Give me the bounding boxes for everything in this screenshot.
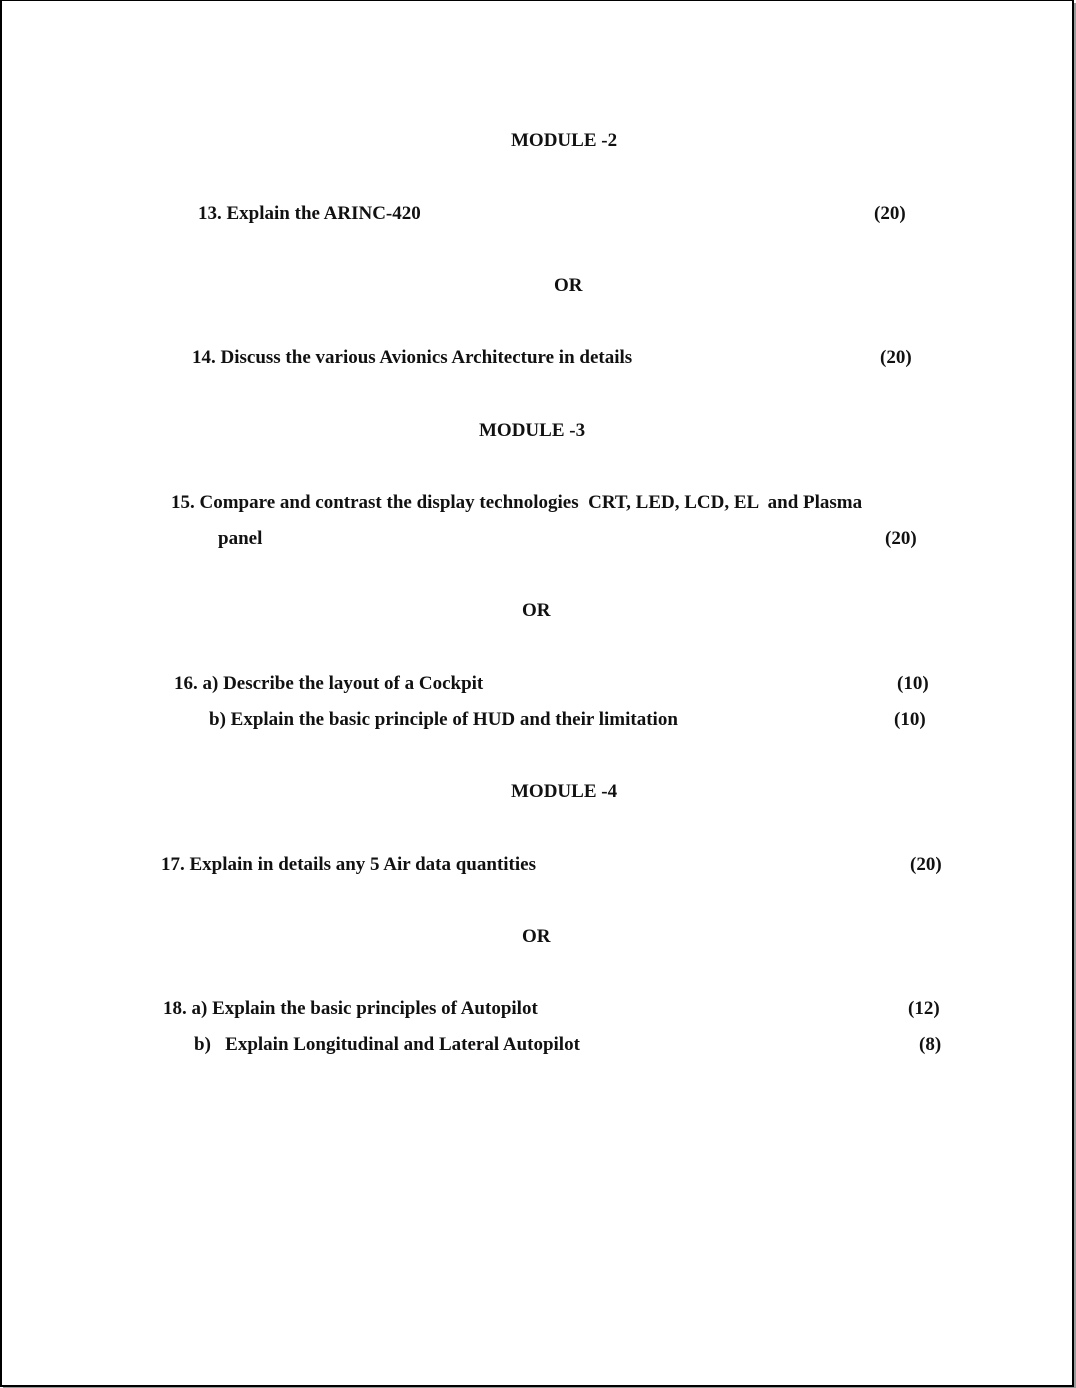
question-13-text: 13. Explain the ARINC-420 <box>198 203 421 224</box>
question-18a-text: 18. a) Explain the basic principles of Autopilot <box>163 998 538 1019</box>
module-3-or: OR <box>522 600 551 621</box>
module-2-or: OR <box>554 275 583 296</box>
question-16a-marks: (10) <box>897 673 929 694</box>
question-16b-text: b) Explain the basic principle of HUD and their limitation <box>209 709 678 730</box>
module-4-or: OR <box>522 926 551 947</box>
question-18a-marks: (12) <box>908 998 940 1019</box>
question-15-text: 15. Compare and contrast the display technologies CRT, LED, LCD, EL and Plasma <box>171 492 863 513</box>
question-17-text: 17. Explain in details any 5 Air data quantities <box>161 854 536 875</box>
module-3-heading: MODULE -3 <box>479 420 586 441</box>
question-13-marks: (20) <box>874 203 906 224</box>
question-16a-text: 16. a) Describe the layout of a Cockpit <box>174 673 484 694</box>
question-16b-marks: (10) <box>894 709 926 730</box>
question-14-text: 14. Discuss the various Avionics Architecture in details <box>192 347 633 368</box>
question-18b-marks: (8) <box>919 1034 942 1055</box>
question-14-marks: (20) <box>880 347 912 368</box>
module-4-heading: MODULE -4 <box>511 781 618 802</box>
question-15-marks: (20) <box>885 528 917 549</box>
module-2-heading: MODULE -2 <box>511 130 618 151</box>
question-17-marks: (20) <box>910 854 942 875</box>
question-15-continuation: panel <box>218 528 263 549</box>
question-18b-text: b) Explain Longitudinal and Lateral Autopilot <box>194 1034 580 1055</box>
